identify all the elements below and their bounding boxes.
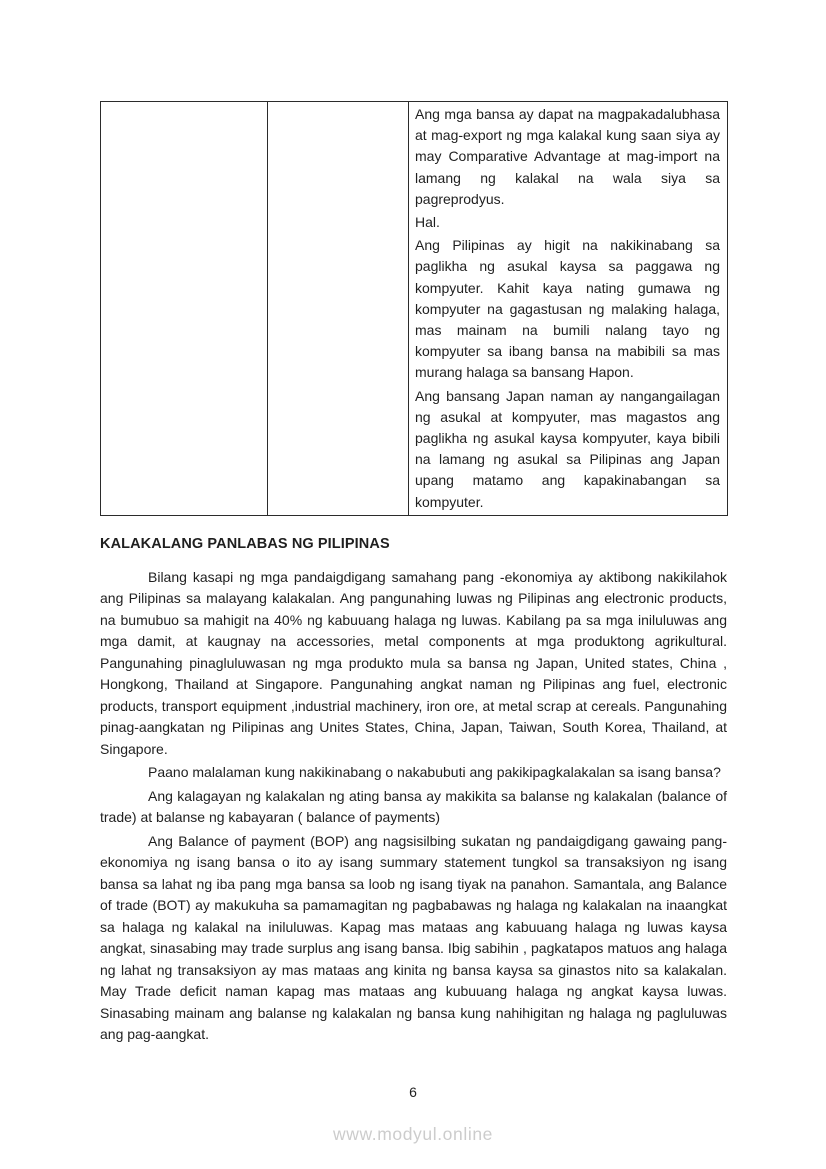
page-number: 6 xyxy=(409,1084,417,1100)
watermark: www.modyul.online xyxy=(333,1124,493,1144)
body-paragraph: Ang kalagayan ng kalakalan ng ating bansa ay makikita sa balanse ng kalakalan (balance of trade) at balanse ng kabayaran ( balance of payments) xyxy=(100,787,727,825)
table-cell-empty-1 xyxy=(101,102,268,516)
table-cell-paragraph: Ang bansang Japan naman ay nangangailagan ng asukal at kompyuter, mas magastos ang paglikha ng asukal kaysa kompyuter, kaya bibili na lamang ng asukal sa Pilipinas ang Japan upang matamo ang kapakinabangan sa kompyuter. xyxy=(415,387,720,510)
table-cell-paragraph: Ang mga bansa ay dapat na magpakadalubhasa at mag-export ng mga kalakal kung saan siya ay may Comparative Advantage at mag-import na lamang ng kalakal na wala siya sa pagreprodyus. xyxy=(415,106,720,207)
table-cell-paragraph: Ang Pilipinas ay higit na nakikinabang sa paglikha ng asukal kaysa sa paggawa ng kompyuter. Kahit kaya nating gumawa ng kompyuter na gagastusan ng malaking halaga, mas mainam na bumili nalang tayo ng kompyuter sa ibang bansa na mabibili sa mas murang halaga sa bansang Hapon. xyxy=(415,237,720,381)
section-content xyxy=(100,534,727,1048)
table-cell-empty-2 xyxy=(268,102,409,516)
comparative-advantage-table xyxy=(100,101,728,516)
body-paragraph: Bilang kasapi ng mga pandaigdigang samahang pang -ekonomiya ay aktibong nakikilahok ang Pilipinas sa malayang kalakalan. Ang pangunahing luwas ng Pilipinas ang electronic products, na bumubuo sa mahigit na 40% ng kabuuang halaga ng luwas. Kabilang pa sa mga iniluluwas ang mga damit, at kaugnay na accessories, metal components at mga produktong agrikultural. Pangunahing pinagluluwasan ng mga produkto mula sa bansa ng Japan, United states, China , Hongkong, Thailand at Singapore. Pangunahing angkat naman ng Pilipinas ang fuel, electronic products, transport equipment ,industrial machinery, iron ore, at metal scrap at cereals. Pangunahing pinag-aangkatan ng Pilipinas ang Unites States, China, Japan, Taiwan, South Korea, Thailand, at Singapore. xyxy=(100,568,727,757)
body-paragraph: Ang Balance of payment (BOP) ang nagsisilbing sukatan ng pandaigdigang gawaing pang-ekonomiya ng isang bansa o ito ay isang summary statement tungkol sa transaksiyon ng isang bansa sa lahat ng iba pang mga bansa sa loob ng isang tiyak na panahon. Samantala, ang Balance of trade (BOT) ay makukuha sa pamamagitan ng pagbabawas ng halaga ng kalakalan na inaangkat sa halaga ng kalakal na iniluluwas. Kapag mas mataas ang kabuuang halaga ng luwas kaysa angkat, sinasabing may trade surplus ang isang bansa. Ibig sabihin , pagkatapos matuos ang halaga ng lahat ng transaksiyon ay mas mataas ang kinita ng bansa kaysa sa ginastos nito sa kalakalan. May Trade deficit naman kapag mas mataas ang kubuuang halaga ng angkat kaysa luwas. Sinasabing mainam ang balanse ng kalakalan ng bansa kung nahihigitan ng halaga ng pagluluwas ang pag-aangkat. xyxy=(100,832,727,1042)
body-paragraph: Paano malalaman kung nakikinabang o nakabubuti ang pakikipagkalakalan sa isang bansa? xyxy=(148,764,721,780)
table-cell-paragraph: Hal. xyxy=(415,214,440,231)
table-cell-content xyxy=(409,102,728,516)
table-row xyxy=(101,102,728,516)
section-heading: KALAKALANG PANLABAS NG PILIPINAS xyxy=(100,536,390,552)
